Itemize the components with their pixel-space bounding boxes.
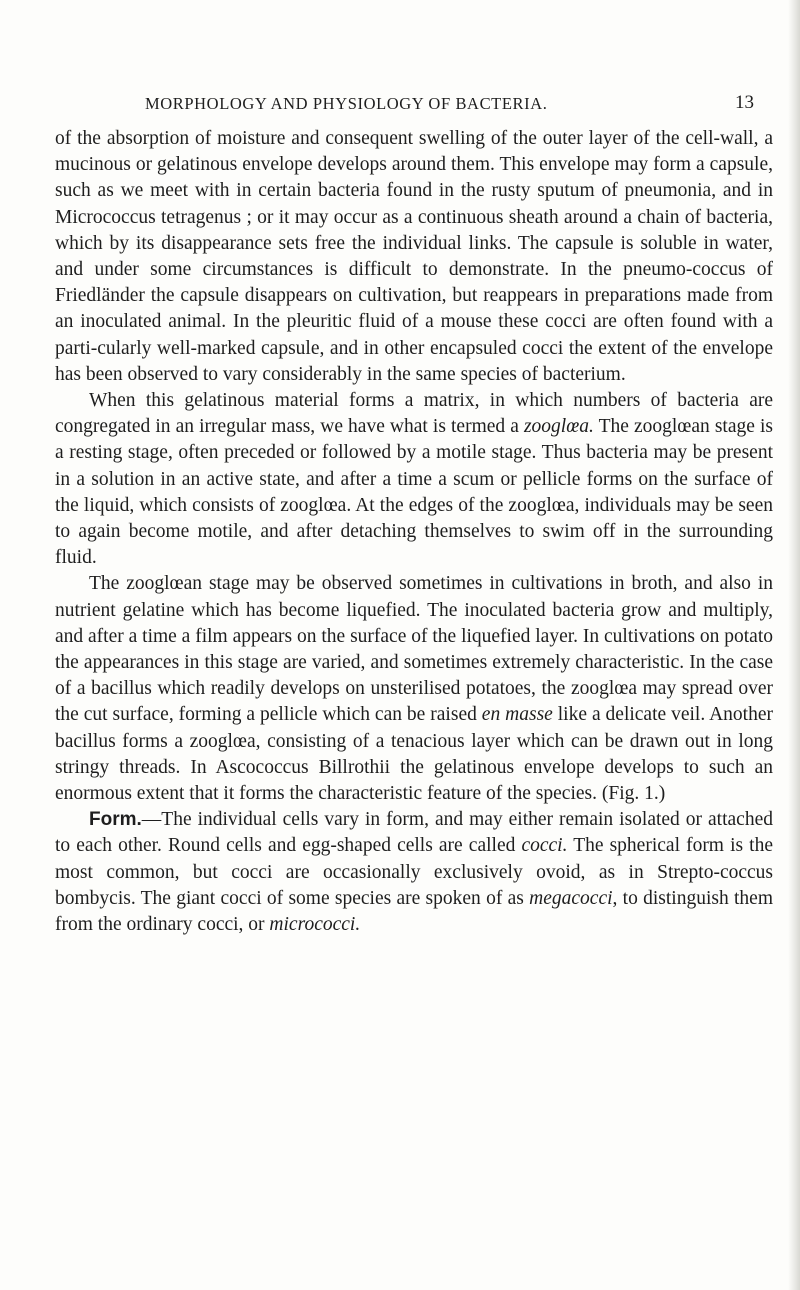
text-span: —The individual cells vary in form, and may either remain isolated or attached to each other. Round cells and egg-shaped cells are called [55,809,773,857]
term-zooglea: zooglœa. [523,416,594,438]
text-span: The zooglœan stage may be observed sometimes in cultivations in broth, and also in nutrient gelatine which has become liquefied. The inoculated bacteria grow and multiply, and after a time a film appears on the surface of the liquefied layer. In cultivations on potato the appearances in this stage are varied, and sometimes extremely characteristic. In the case of a bacillus which readily develops on unsterilised potatoes, the zooglœa may spread over the cut surface, forming a pellicle which can be raised [55,573,773,726]
page-edge [788,0,800,1290]
body-text [55,126,773,938]
text-span: , to distinguish them from the ordinary cocci, or [55,887,773,936]
paragraph-capsule: of the absorption of moisture and consequent swelling of the outer layer of the cell-wall, a mucinous or gelatinous envelope develops around them. This envelope may form a capsule, such as we meet with in certain bacteria found in the rusty sputum of pneumonia, and in Micrococcus tetragenus ; or it may occur as a continuous sheath around a chain of bacteria, which by its disappearance sets free the individual links. The capsule is soluble in water, and under some circumstances is difficult to demonstrate. In the pneumo-coccus of Friedländer the capsule disappears on cultivation, but reappears in preparations made from an inoculated animal. In the pleuritic fluid of a mouse these cocci are often found with a parti-cularly well-marked capsule, and in other encapsuled cocci the extent of the envelope has been observed to vary considerably in the same species of bacterium. [55,128,773,385]
section-heading-form: Form. [89,809,142,831]
paragraph-form [55,807,773,938]
term-micrococci: micrococci. [269,914,361,936]
term-megacocci: megacocci [529,887,613,909]
running-title: MORPHOLOGY AND PHYSIOLOGY OF BACTERIA. [145,94,548,113]
page-number: 13 [735,92,754,113]
paragraph-zooglea [55,388,773,571]
text-span: When this gelatinous material forms a matrix, in which numbers of bacteria are congregated in an irregular mass, we have what is termed a [55,390,773,438]
term-en-masse: en masse [481,704,553,726]
text-span: like a delicate veil. Another bacillus forms a zooglœa, consisting of a tenacious layer which can be drawn out in long stringy threads. In Ascococcus Billrothii the gelatinous envelope develops to such an enormous extent that it forms the characteristic feature of the species. (Fig. 1.) [55,704,773,805]
term-cocci: cocci. [521,835,568,857]
text-span: The spherical form is the most common, but cocci are occasionally exclusively ovoid, as in Strepto-coccus bombycis. The giant cocci of some species are spoken of as [55,835,773,909]
text-span: The zooglœan stage is a resting stage, often preceded or followed by a motile stage. Thus bacteria may be present in a solution in an active state, and after a time a scum or pellicle forms on the surface of the liquid, which consists of zooglœa. At the edges of the zooglœa, individuals may be seen to again become motile, and after detaching themselves to swim off in the surrounding fluid. [55,416,773,569]
paragraph-zooglean-stage [55,571,773,807]
